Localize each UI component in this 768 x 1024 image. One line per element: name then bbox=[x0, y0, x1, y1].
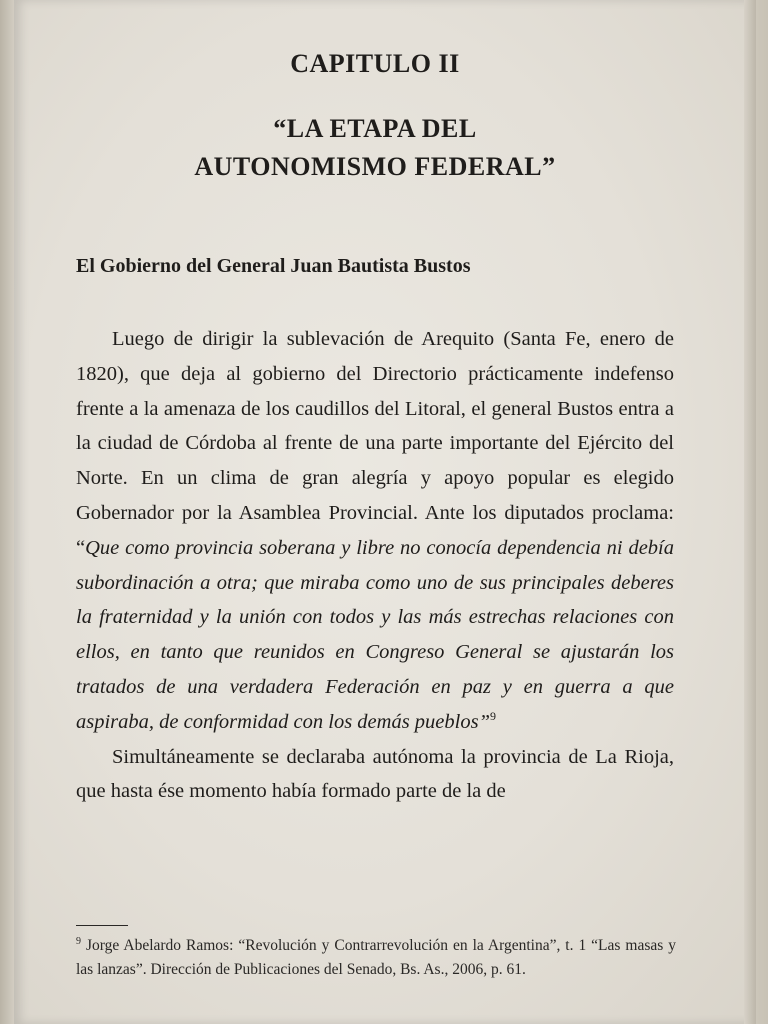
footnote bbox=[76, 934, 676, 982]
paragraph-1-quote: Que como provincia soberana y libre no conocía dependencia ni debía subordinación a otra; que miraba como uno de sus principales deberes la fraternidad y la unión con todos y las más estrechas relaciones con ellos, en tanto que reunidos en Congreso General se ajustarán los tratados de una verdadera Federación en paz y en guerra a que aspiraba, de conformidad con los demás pueblos bbox=[76, 536, 674, 733]
footnote-text: Jorge Abelardo Ramos: “Revolución y Contrarrevolución en la Argentina”, t. 1 “Las masas y las lanzas”. Dirección de Publicaciones del Senado, Bs. As., 2006, p. 61. bbox=[76, 937, 676, 978]
chapter-title-line-2: AUTONOMISMO FEDERAL” bbox=[194, 152, 556, 181]
page-content bbox=[76, 40, 674, 809]
footnote-reference: 9 bbox=[489, 708, 496, 723]
chapter-label: CAPITULO II bbox=[290, 49, 460, 78]
chapter-title bbox=[76, 110, 674, 186]
paragraph-2: Simultáneamente se declaraba autónoma la provincia de La Rioja, que hasta ése momento había formado parte de la de bbox=[76, 745, 674, 803]
chapter-title-line-1: “LA ETAPA DEL bbox=[273, 114, 477, 143]
paragraph-1-quote-close: ” bbox=[478, 710, 490, 733]
paragraph-1 bbox=[76, 322, 674, 740]
section-heading: El Gobierno del General Juan Bautista Bustos bbox=[76, 255, 471, 277]
paragraph-1-text: Luego de dirigir la sublevación de Arequito (Santa Fe, enero de 1820), que deja al gobierno del Directorio prácticamente indefenso frente a la amenaza de los caudillos del Litoral, el general Bustos entra a la ciudad de Córdoba al frente de una parte importante del Ejército del Norte. En un clima de gran alegría y apoyo popular es elegido Gobernador por la Asamblea Provincial. Ante los diputados proclama: “ bbox=[76, 328, 674, 559]
page-edge bbox=[744, 0, 756, 1024]
footnote-divider bbox=[76, 925, 128, 926]
footnote-number: 9 bbox=[76, 935, 81, 947]
